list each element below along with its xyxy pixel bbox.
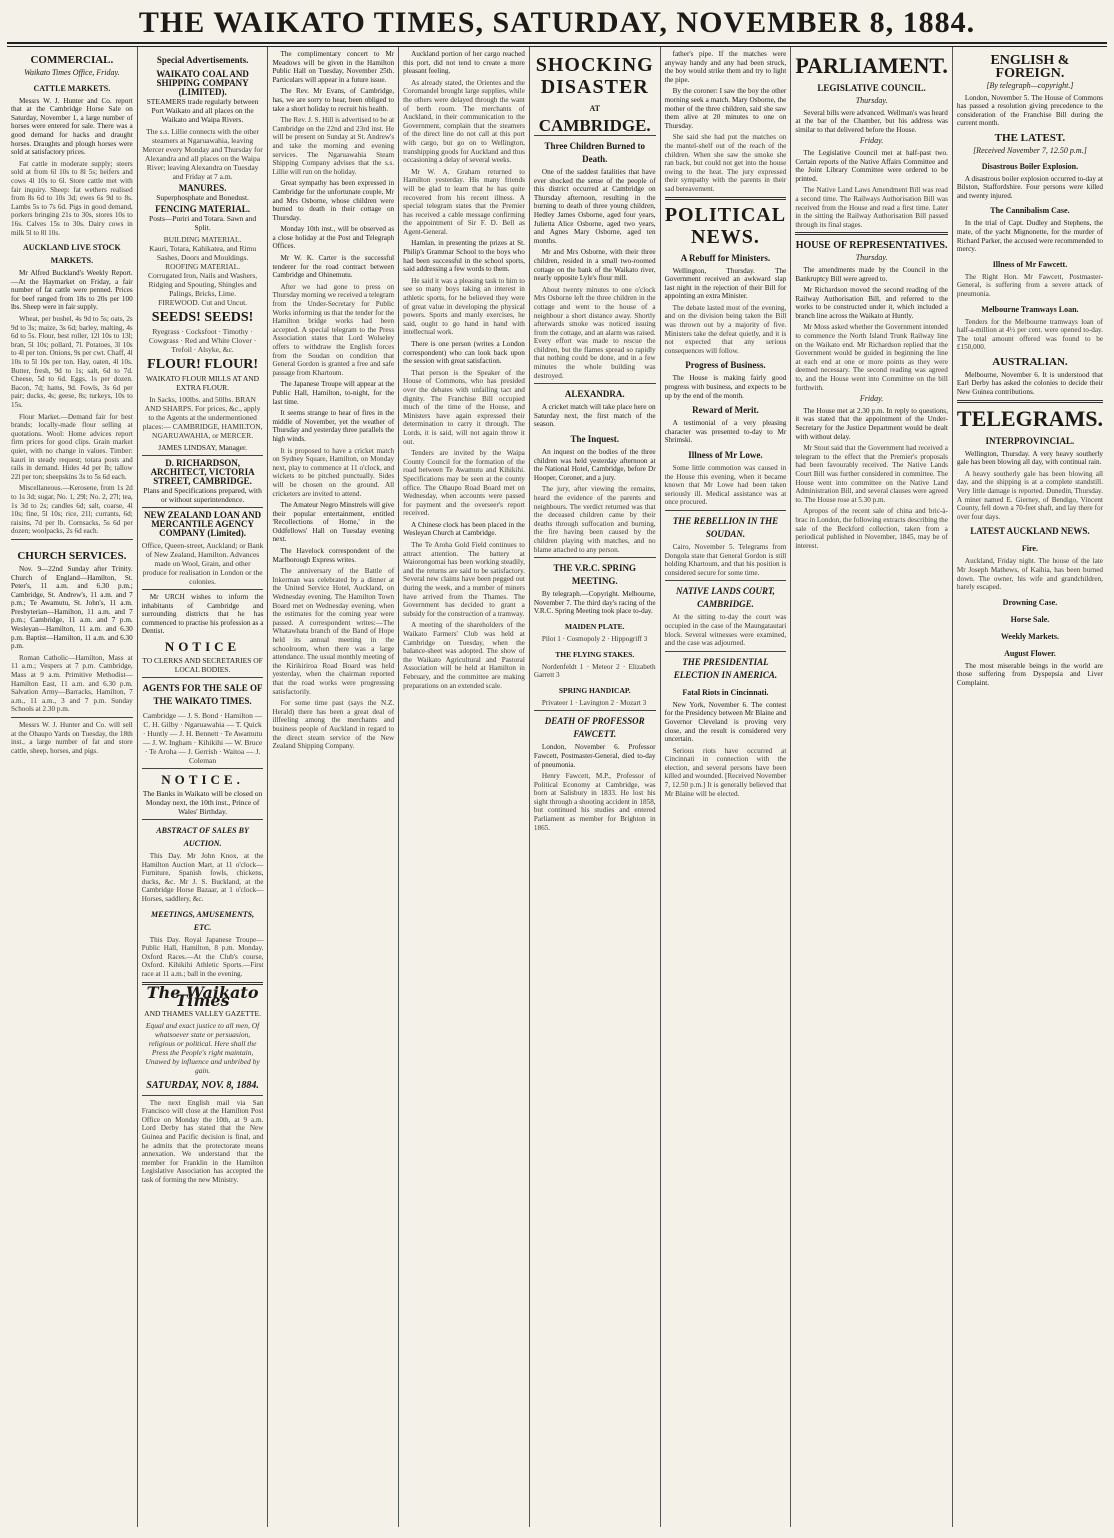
notice2-body: The Banks in Waikato will be closed on Monday next, the 10th inst., Prince of Wales' Birthday. — [142, 788, 263, 816]
ad-nz-loan — [142, 511, 264, 538]
hr-body-3: The House met at 2.30 p.m. In reply to questions, it was stated that the appointment of the Under-Secretary for the Justice Department would be dealt with without delay. — [795, 406, 948, 441]
ad-manures — [142, 184, 264, 202]
disaster-at: AT — [589, 104, 600, 113]
august-flower-heading: August Flower. — [1004, 648, 1056, 658]
race-1-heading: MAIDEN PLATE. — [565, 621, 625, 631]
disaster-subhead: Three Children Burned to Death. — [544, 141, 645, 164]
church-services-heading: CHURCH SERVICES. — [17, 549, 127, 562]
local-news-filler-3: It is proposed to have a cricket match on Sydney Square, Hamilton, on Monday next, play to commence at 11 o'clock, and wickets to be pitched punctually. Sides will be chosen on the ground. All cricketers are invited to attend. — [272, 446, 395, 498]
election-heading: THE PRESIDENTIAL ELECTION IN AMERICA. — [673, 656, 778, 680]
agent-line: JAMES LINDSAY, Manager. — [158, 443, 247, 452]
hr-day-1: Thursday. — [855, 253, 888, 263]
disaster-filler-1: About twenty minutes to one o'clock Mrs Osborne left the three children in the cottage and went to the house of a neighbour a short distance away. Shortly afterwards smoke was noticed issuing from the cottage, and an alarm was raised. Every effort was made to rescue the children, but the flames spread so rapidly that nothing could be done, and in a few minutes the whole building was destroyed. — [533, 285, 656, 380]
parliament-heading: PARLIAMENT. — [795, 53, 948, 78]
seeds-heading: SEEDS! SEEDS! — [151, 310, 254, 325]
ad-coal-title: WAIKATO COAL AND SHIPPING COMPANY (LIMITED). — [156, 69, 249, 97]
col4-body-4: A Chinese clock has been placed in the Wesleyan Church at Cambridge. — [403, 520, 525, 538]
cannibalism-body: In the trial of Capt. Dudley and Stephens, the mate, of the yacht Mignonette, for the murder of Richard Parker, the accused were recommended to mercy. — [956, 219, 1103, 254]
alexandra-heading: ALEXANDRA. — [564, 389, 625, 400]
race-3-heading: SPRING HANDICAP. — [558, 685, 631, 695]
inquest-cont-filler: She said she had put the matches on the mantel-shelf out of the reach of the children. When she saw the smoke she ran back, but could not get into the house owing to the heat. The jury expressed their sympathy with the parents in their sad bereavement. — [664, 133, 787, 193]
hr-filler-1: Mr Moss asked whether the Government intended to commence the North Island Trunk Railway line on the Waikato end. Mr Richardson replied that the Government would be guided in beginning the line at each end at one or more points as they were deemed necessary. The second reading was agreed to, and the House went into Committee on the bill forthwith. — [795, 323, 948, 392]
illness-filler: Some little commotion was caused in the House this evening, when it became known that Mr Lowe had been taken seriously ill. Medical assistance was at once procured. — [664, 464, 787, 507]
ad-architect-body: Plans and Specifications prepared, with or without superintendence. — [143, 486, 262, 504]
col4-body-2: Hamlan, in presenting the prizes at St. Philip's Grammar School to the boys who had been successful in the school sports, said addressing a few words to them. — [403, 239, 525, 274]
column-local-news-1 — [268, 47, 399, 1527]
col4-filler-3: He said it was a pleasing task to him to see so many boys taking an interest in athletic sports, for he believed they were of great value in developing the physical powers. Sports and manly exercises, he said, ought to go hand in hand with intellectual work. — [403, 276, 525, 337]
tramways-filler: Tenders for the Melbourne tramways loan of half-a-million at 4½ per cent. were opened to-day. The total amount offered was found to be £150,000. — [956, 317, 1103, 352]
legislative-council-heading: LEGISLATIVE COUNCIL. — [817, 83, 926, 93]
col4-body-1: Auckland portion of her cargo reached this port, did not tend to create a more pleasant feeling. — [403, 50, 525, 76]
vrc-body: By telegraph.—Copyright. Melbourne, November 7. The third day's racing of the V.R.C. Spring Meeting took place to-day. — [533, 590, 656, 616]
ad-fencing — [142, 205, 264, 232]
column-parliament — [791, 47, 953, 1527]
interprovincial-filler: A heavy southerly gale has been blowing all day, and the shipping is at a complete standstill. Very little damage is reported. Dunedin, Thursday. A miner named E. Gierney, of Bendigo, Vincent County, fell down a 70-feet shaft, and lay there for over four days. — [956, 469, 1103, 521]
political-news-heading: POLITICAL NEWS. — [664, 203, 787, 248]
race-1-result: Pilot 1 · Cosmopoly 2 · Hippogriff 3 — [541, 634, 648, 643]
alexandra-body: A cricket match will take place here on Saturday next, the first match of the season. — [533, 403, 656, 429]
agents-filler: Cambridge — J. S. Bond · Hamilton — C. H. Gilby · Ngaruawahia — T. Quick · Huntly — J. H. Bennett · Te Awamutu — J. W. Ingham · Kihikihi — W. Bruce · Te Aroha — J. Gerrish · Waitoa — J. Coleman — [142, 710, 263, 765]
local-news-filler-2: After we had gone to press on Thursday morning we received a telegram from the Under-Secretary for Public Works informing us that the tender for the Hamilton bridge works had been accepted. A special telegram to the Press Association states that Lord Wolseley offers to withdraw the English forces from the Soudan on condition that General Gordon is granted a free and safe passage from Khartoum. — [272, 282, 395, 377]
masthead: THE WAIKATO TIMES, SATURDAY, NOVEMBER 8, 1884. — [7, 4, 1107, 44]
editorial-filler: The next English mail via San Francisco will close at the Hamilton Post Office on Monday the 10th, at 9 a.m. Lord Derby has stated that the New Guinea and Pacific decision is final, and he admits that the protectorate means annexation. We understand that the member for Franklin in the Hamilton Legislative Association has accepted the task of forming the new Ministry. — [141, 1098, 264, 1185]
disaster-body-1: One of the saddest fatalities that have ever shocked the sense of the people of this district occurred at Cambridge on Thursday afternoon, resulting in the burning to death of three young children, Hedley James Osborne, aged four years, Julietta Alice Osborne, aged two years, and Agnes Mary Osborne, aged ten months. — [533, 168, 656, 245]
col4-filler-6: The Te Aroha Gold Field continues to attract attention. The battery at Waiorongomai has been working steadily, and the returns are said to be satisfactory. Several new claims have been pegged out during the week, and a number of miners have arrived from the Thames. The Government has decided to grant a subsidy for the construction of a tramway. — [403, 541, 525, 618]
ad-manures-body: Superphosphate and Bonedust. — [156, 193, 249, 202]
cattle-markets-heading: CATTLE MARKETS. — [33, 83, 111, 93]
column-telegrams — [953, 47, 1107, 1527]
notice-heading: NOTICE — [164, 638, 241, 654]
local-news-1: The complimentary concert to Mr Meadows will be given in the Hamilton Public Hall on Tuesday, November 25th. Particulars will appear in a future issue. — [272, 50, 395, 84]
australian-heading: AUSTRALIAN. — [992, 355, 1068, 368]
ad-coal-filler: The s.s. Lillie connects with the other steamers at Ngaruawahia, leaving Mercer every Monday and Thursday for Alexandra and all places on the Waipa River; leaving Alexandra on Tuesday and Friday at 7 a.m. — [142, 127, 263, 181]
local-news-6: The Japanese Troupe will appear at the Public Hall, Hamilton, to-night, for the last time. — [272, 380, 395, 406]
lc-body-2: The Legislative Council met at half-past two. Certain reports of the Native Affairs Committee and the Joint Library Committee were ordered to be printed. — [795, 148, 948, 183]
commercial-dateline: Waikato Times Office, Friday. — [24, 68, 120, 77]
ad-nz-loan-title: NEW ZEALAND LOAN AND MERCANTILE AGENCY COMPANY (Limited). — [144, 510, 262, 538]
fawcett-illness-filler: The Right Hon. Mr Fawcett, Postmaster-General, is suffering from a severe attack of pneumonia. — [956, 272, 1103, 298]
reward-heading: Reward of Merit. — [692, 405, 759, 416]
election-body: New York, November 6. The contest for the Presidency between Mr Blaine and Governor Cleveland is proving very close, and the result is considered very uncertain. — [664, 700, 787, 744]
inquest-body: An inquest on the bodies of the three children was held yesterday afternoon at the National Hotel, Cambridge, before Dr Hooper, Coroner, and a jury. — [533, 448, 656, 482]
col4-filler-4: That person is the Speaker of the House of Commons, who has presided over the debates with unfailing tact and dignity. The Franchise Bill occupied much of the time of the House, and Ministers have again expressed their determination to carry it through. The Lords, it is said, will not again throw it out. — [403, 368, 525, 446]
drowning-heading: Drowning Case. — [1002, 597, 1058, 607]
church-services-body: Nov. 9—22nd Sunday after Trinity. Church of England—Hamilton, St. Peter's, 11 a.m. and 6.30 p.m.; Cambridge, St. Andrew's, 11 a.m. and 7 p.m.; Te Awamutu, St. John's, 11 a.m. Presbyterian—Hamilton, 11 a.m. and 7 p.m.; Cambridge, 11 a.m. and 7 p.m. Wesleyan—Hamilton, 11 a.m. and 6.30 p.m. Baptist—Hamilton, 11 a.m. and 6.30 p.m. — [11, 564, 133, 651]
native-lands-filler: At the sitting to-day the court was occupied in the case of the Maungatautari block. Several witnesses were examined, and the case was adjourned. — [664, 613, 787, 648]
col4-filler-2: Mr W. A. Graham returned to Hamilton yesterday. His many friends will be glad to learn that he has quite recovered from his recent illness. A special telegram states that the Premier has received a cable message confirming the appointment of Sir F. D. Bell as Agent-General. — [403, 167, 525, 236]
weekly-markets-heading: Weekly Markets. — [1000, 631, 1060, 641]
house-reps-heading: HOUSE OF REPRESENTATIVES. — [795, 240, 948, 252]
inquest-filler: The jury, after viewing the remains, heard the evidence of the parents and neighbours. The verdict returned was that the deceased children came by their deaths through suffocation and burning, the fire having been caused by the children playing with matches, and no blame attached to any person. — [533, 485, 656, 554]
ad-building-filler: BUILDING MATERIAL. Kauri, Totara, Kahikatea, and Rimu Sashes, Doors and Mouldings. ROOFING MATERIAL. Corrugated Iron, Nails and Washers, Ridging and Spouting, Shingles and Palings, Bricks, Lime. FIREWOOD. Cut and Uncut. — [147, 235, 258, 307]
local-news-2: The Rev. Mr Evans, of Cambridge, has, we are sorry to hear, been obliged to take a short holiday to recruit his health. — [272, 87, 395, 113]
hr-body-2: Mr Richardson moved the second reading of the Railway Authorisation Bill, and referred to the works to be constructed under it, which included a branch line across the Waikato at Huntly. — [795, 286, 948, 320]
abstract-heading: ABSTRACT OF SALES BY AUCTION. — [156, 825, 249, 848]
soudan-heading: THE REBELLION IN THE SOUDAN. — [672, 515, 779, 539]
commercial-filler-2: Wheat, per bushel, 4s 9d to 5s; oats, 2s 9d to 3s; maize, 3s 6d; barley, malting, 4s 6d to 5s. Flour, best roller, 12l 10s to 13l; bran, 5l 10s; pollard, 7l. Potatoes, 3l 10s to 4l per ton. Onions, 9s per cwt. Chaff, 4l 10s to 5l 10s per ton. Hay, oaten, 4l 10s. Butter, fresh, 9d to 1s; salt, 6d to 7d. Cheese, 5d to 6d. Eggs, 1s per dozen. Bacon, 7d; hams, 9d. Fowls, 3s 6d per pair; ducks, 4s; geese, 8s; turkeys, 10s to 15s. — [11, 315, 133, 409]
col4-filler-1: As already stated, the Orientes and the Coromandel brought large supplies, while the others were delayed through the want of berth room. The merchants of Auckland, in their communication to the Government, complain that the steamers of the direct line do not call at this port with cargo, but go on to Wellington, transhipping goods for Auckland and thus occasioning a delay of several weeks. — [403, 78, 525, 165]
race-2-result: Nordenfeldt 1 · Meteor 2 · Elizabeth Garrett 3 — [533, 662, 656, 680]
soudan-filler: Cairo, November 5. Telegrams from Dongola state that General Gordon is still holding Khartoum, and that his position is considered secure for some time. — [664, 542, 787, 577]
copyright-tag: [By telegraph—copyright.] — [986, 81, 1074, 90]
column-advertisements — [138, 47, 269, 1527]
fawcett-body: London, November 6. Professor Fawcett, Postmaster-General, died to-day of pneumonia. — [533, 743, 656, 769]
commercial-heading: COMMERCIAL. — [30, 54, 114, 66]
boiler-heading: Disastrous Boiler Explosion. — [981, 161, 1079, 171]
interprovincial-body: Wellington, Thursday. A very heavy southerly gale has been blowing all day, with continual rain. — [956, 449, 1103, 467]
interprovincial-heading: INTERPROVINCIAL. — [985, 435, 1075, 446]
lc-day-2: Friday. — [859, 136, 884, 146]
fire-filler: Auckland, Friday night. The house of the late Mr Joseph Mathews, of Kaihia, has been burned down. The owner, his wife and grandchildren, barely escaped. — [956, 557, 1103, 592]
commercial-filler-4: Miscellaneous.—Kerosene, from 1s 2d to 1s 3d; sugar, No. 1, 29l; No. 2, 27l; tea, 1s 3d to 2s; candles 6d; salt, coarse, 4l 10s; fine, 5l 10s; rice, 21l; currants, 6d; raisins, 7d per lb. Cornsacks, 5s 6d per dozen; woolpacks, 2s 6d each. — [11, 484, 133, 536]
disaster-heading: SHOCKING DISASTER — [535, 54, 654, 98]
local-news-filler-5: For some time past (says the N.Z. Herald) there has been a great deal of illfeeling among the merchants and business people of Auckland in regard to the direct steam service of the New Zealand Shipping Company. — [272, 699, 395, 751]
disaster-place: CAMBRIDGE. — [538, 116, 651, 135]
seeds-filler: Ryegrass · Cocksfoot · Timothy · Cowgrass · Red and White Clover · Trefoil · Alsyke, &c. — [148, 327, 257, 354]
native-lands-heading: NATIVE LANDS COURT, CAMBRIDGE. — [675, 586, 775, 610]
local-news-5: Mr W. K. Carter is the successful tenderer for the road contract between Cambridge and Ohinemutu. — [272, 254, 395, 280]
flour-filler: In Sacks, 100lbs. and 50lbs. BRAN AND SHARPS. For prices, &c., apply to the Agents at the undermentioned places:— CAMBRIDGE, HAMILTON, NGARUAWAHIA, or MERCER. — [142, 395, 263, 440]
paper-date: SATURDAY, NOV. 8, 1884. — [146, 1079, 259, 1091]
election-filler: Serious riots have occurred at Cincinnati in connection with the election, and several persons have been killed and wounded. [Received November 7, 12.50 p.m.] It is generally believed that Mr Blaine will be elected. — [664, 746, 787, 798]
inquest-heading: The Inquest. — [570, 434, 619, 445]
ad-nz-loan-filler: Office, Queen-street, Auckland; or Bank of New Zealand, Hamilton. Advances made on Wool, Grain, and other produce for realisation in London or the colonies. — [141, 541, 264, 586]
lc-body-1: Several bills were advanced. Wellman's was heard at the bar of the Chamber, but his address was similar to that delivered before the House. — [795, 108, 948, 134]
auckland-news-heading: LATEST AUCKLAND NEWS. — [970, 526, 1090, 537]
commercial-filler-3: Flour Market.—Demand fair for best brands; locally-made flour selling at quotations. Wool: Home advices report firm prices for good clips. Grain market quiet, with no change in values. Timber: kauri in steady request; totara posts and rails in demand. Hides 4d per lb; tallow 22l per ton; sheepskins 3s to 5s 6d each. — [11, 412, 133, 481]
hr-day-2: Friday. — [859, 394, 884, 404]
australian-body: Melbourne, November 6. It is understood that Earl Derby has asked the colonies to decide their New Guinea contributions. — [956, 370, 1103, 397]
fire-heading: Fire. — [1021, 544, 1038, 554]
local-news-7: It seems strange to hear of fires in the middle of November, yet the weather of Thursday and yesterday three parallels the high winds. — [272, 409, 395, 443]
flour-heading: FLOUR! FLOUR! — [147, 357, 258, 372]
race-2-heading: THE FLYING STAKES. — [555, 649, 635, 659]
tramways-heading: Melbourne Tramways Loan. — [981, 304, 1079, 314]
hr-filler-3: Apropos of the recent sale of china and bric-à-brac in London, the following extracts describing the sale of the Beckford collection, taken from a periodical published in November, 1845, may be of interest. — [795, 507, 948, 550]
hr-filler-2: Mr Stout said that the Government had received a telegram to the effect that the Premier's proposals had been favourably received. The Native Lands Court Bill was further considered in committee. The House went into committee on the Native Land Administration Bill, and several clauses were agreed to. The House rose at 5.30 p.m. — [795, 444, 948, 504]
column-commercial — [7, 47, 138, 1527]
special-ads-heading: Special Advertisements. — [156, 55, 249, 65]
ad-manures-title: MANURES. — [178, 183, 227, 193]
riots-heading: Fatal Riots in Cincinnati. — [682, 687, 769, 697]
disaster-body-2: Mr and Mrs Osborne, with their three children, resided in a small two-roomed cottage on the bank of the Waikato river, nearly opposite Lyle's flour mill. — [533, 248, 656, 283]
col4-filler-5: Tenders are invited by the Waipa County Council for the formation of the road between Te Awamutu and Kihikihi. Specifications may be seen at the county office. The Ohaupo Road Board met on Wednesday, when accounts were passed for payment and the overseer's report received. — [403, 449, 525, 518]
auckland-livestock-heading: AUCKLAND LIVE STOCK MARKETS. — [23, 243, 121, 266]
local-news-4: Monday 10th inst., will be observed as a close holiday at the Post and Telegraph Offices. — [272, 225, 395, 251]
rebuff-body: Wellington, Thursday. The Government received an awkward slap last night in the rejection of their Bill for appointing an extra Minister. — [664, 266, 787, 301]
fawcett-heading: DEATH OF PROFESSOR FAWCETT. — [544, 716, 645, 740]
lc-filler: The Native Land Laws Amendment Bill was read a second time. The Railways Authorisation Bill was received from the House and read a first time. Later in the sitting the Railway Authorisation Bill passed through its final stages. — [795, 186, 948, 229]
commercial-body-2: Mr Alfred Buckland's Weekly Report.—At the Haymarket on Friday, a fair number of fat cattle were penned. Prices for beef ranged from 18s to 20s per 100 lbs. Sheep were in fair supply. — [11, 269, 133, 312]
telegrams-heading: TELEGRAMS. — [956, 405, 1103, 431]
church-services-filler: Roman Catholic—Hamilton, Mass at 11 a.m.; Vespers at 7 p.m. Cambridge, Mass at 9 a.m. Primitive Methodist—Hamilton East, 11 a.m. and 6.30 p.m. Salvation Army—Barracks, Hamilton, 7 a.m., 11 a.m., 3 and 7 p.m. Sunday Schools at 2.30 p.m. — [11, 653, 133, 714]
local-news-3: Great sympathy has been expressed in Cambridge for the unfortunate couple, Mr and Mrs Osborne, whose children were burned to death in their cottage on Thursday. — [272, 179, 395, 222]
local-news-9: The Havelock correspondent of the Marlborough Express writes. — [272, 547, 395, 564]
fawcett-filler: Henry Fawcett, M.P., Professor of Political Economy at Cambridge, was born at Salisbury in 1833. He lost his sight through a shooting accident in 1858, but continued his studies and entered Parliament as member for Brighton in 1865. — [533, 772, 656, 832]
col4-body-3: There is one person (writes a London correspondent) who can look back upon the session with great satisfaction. — [403, 340, 525, 366]
foreign-body-1: London, November 5. The House of Commons has passed a resolution giving precedence to the consideration of the Franchise Bill during the current month. — [956, 93, 1103, 128]
illness-heading: Illness of Mr Lowe. — [688, 450, 763, 460]
ad-fencing-title: FENCING MATERIAL. — [155, 204, 250, 214]
fawcett-illness-heading: Illness of Mr Fawcett. — [992, 259, 1068, 269]
notice-body: TO CLERKS AND SECRETARIES OF LOCAL BODIES. — [142, 655, 263, 674]
vrc-heading: THE V.R.C. SPRING MEETING. — [553, 563, 636, 587]
meetings-heading: MEETINGS, AMUSEMENTS, ETC. — [151, 909, 255, 932]
commercial-filler-1: Fat cattle in moderate supply; steers sold at from 6l 10s to 8l 5s; heifers and cows 4l 10s to 6l. Store cattle met with fair inquiry. Sheep: fat wethers realised from 8s 6d to 10s 3d; ewes 6s 9d to 8s. Lambs 5s to 7s 6d. Pigs in good demand, porkers bringing 21s to 30s, stores 10s to 16s. Calves 15s to 30s. Dairy cows in milk 5l to 8l 10s. — [11, 159, 133, 237]
abstract-filler: This Day. Mr John Knox, at the Hamilton Auction Mart, at 11 o'clock—Furniture, Spanish fowls, chickens, ducks, &c. Mr J. S. Buckland, at the Cambridge Horse Bazaar, at 1 o'clock—Horses, saddlery, &c. — [141, 851, 264, 903]
ad-coal-body: STEAMERS trade regularly between Port Waikato and all places on the Waikato and Waipa Rivers. — [146, 97, 259, 124]
commercial-body-1: Messrs W. J. Hunter and Co. report that at the Cambridge Horse Sale on Saturday, November 1, a large number of horses were entered for sale. There was a good demand for hacks and draught horses. Draughts and plough horses were sold at satisfactory prices. — [11, 96, 133, 157]
ad-architect — [142, 459, 264, 504]
column-political — [661, 47, 792, 1527]
col4-filler-7: A meeting of the shareholders of the Waikato Farmers' Club was held at Cambridge on Tuesday, when the balance-sheet was adopted. The show of the Waikato Agricultural and Pastoral Association will be held at Hamilton in February, and the committee are making preparations on an extended scale. — [403, 621, 525, 690]
ad-dentist: Mr URCH wishes to inform the inhabitants of Cambridge and surrounding districts that he has commenced to practise his profession as a Dentist. — [141, 593, 264, 636]
august-flower-body: The most miserable beings in the world are those suffering from Dyspepsia and Liver Complaint. — [956, 661, 1103, 687]
race-3-result: Privateer 1 · Lavington 2 · Mozart 3 — [541, 698, 647, 707]
column-disaster — [530, 47, 661, 1527]
latest-heading: THE LATEST. — [994, 131, 1066, 144]
agents-heading: AGENTS FOR THE SALE OF THE WAIKATO TIMES. — [142, 682, 263, 706]
horse-sale-heading: Horse Sale. — [1010, 614, 1050, 624]
paper-title: The Waikato Times — [146, 982, 259, 1011]
inquest-cont-2: By the coroner: I saw the boy the other morning seek a match. Mary Osborne, the mother of the three children, said she saw them alive at 20 minutes to one on Thursday. — [664, 87, 787, 130]
ad-architect-title: D. RICHARDSON, ARCHITECT, VICTORIA STREET, CAMBRIDGE. — [150, 458, 255, 486]
latest-received: [Received November 7, 12.50 p.m.] — [973, 145, 1087, 155]
reward-body: A testimonial of a very pleasing character was presented to-day to Mr Shrimski. — [664, 419, 787, 445]
inquest-cont-1: father's pipe. If the matches were anyway handy and any had been struck, the boy would strike them and try to light the pipe. — [664, 50, 787, 84]
cannibalism-heading: The Cannibalism Case. — [990, 206, 1070, 216]
local-news-8: The Amateur Negro Minstrels will give their popular entertainment, entitled 'Recollections of Home,' in the Oddfellows' Hall on Tuesday evening next. — [272, 501, 395, 544]
rebuff-heading: A Rebuff for Ministers. — [680, 252, 771, 263]
progress-heading: Progress of Business. — [685, 360, 766, 371]
local-news-filler-4: The anniversary of the Battle of Inkerman was celebrated by a dinner at the United Service Hotel, Auckland, on Wednesday evening. The Hamilton Town Board met on Wednesday evening, when the estimates for the coming year were passed. A correspondent writes:—The Whatawhata branch of the Band of Hope held its annual meeting in the schoolroom, when there was a large attendance. The usual monthly meeting of the Kirikiriroa Road Board was held yesterday, when the chairman reported that the road works were progressing satisfactorily. — [272, 567, 395, 696]
english-foreign-heading: ENGLISH & FOREIGN. — [990, 53, 1070, 81]
hr-body-1: The amendments made by the Council in the Bankruptcy Bill were agreed to. — [795, 265, 948, 283]
paper-motto: Equal and exact justice to all men, Of whatsoever state or persuasion, religious or political. Here shall the Press the People's right maintain, Unawed by influence and unbribed by gain. — [145, 1020, 260, 1075]
paper-subtitle: AND THAMES VALLEY GAZETTE. — [144, 1008, 261, 1018]
lc-day-1: Thursday. — [855, 96, 888, 105]
progress-body: The House is making fairly good progress with business, and expects to be up by the end of the month. — [664, 374, 787, 400]
newspaper-page — [7, 4, 1107, 1530]
ad-fencing-body: Posts—Puriri and Totara. Sawn and Split. — [149, 214, 257, 232]
boiler-body: A disastrous boiler explosion occurred to-day at Bilston, Staffordshire. Four persons were killed and twenty injured. — [956, 174, 1103, 200]
rebuff-filler: The debate lasted most of the evening, and on the division being taken the Bill was thrown out by a majority of five. Ministers take the defeat quietly, and it is not expected that any serious consequences will follow. — [664, 303, 787, 355]
columns — [7, 46, 1107, 1527]
flour-body: WAIKATO FLOUR MILLS AT AND EXTRA FLOUR. — [146, 374, 260, 392]
ad-coal-shipping — [142, 70, 264, 124]
hunter-notice: Messrs W. J. Hunter and Co. will sell at the Ohaupo Yards on Tuesday, the 18th inst., a large number of fat and store cattle, sheep, horses, and pigs. — [11, 721, 133, 755]
local-news-filler-1: The Rev. J. S. Hill is advertised to be at Cambridge on the 22nd and 23rd inst. He will be present on Sunday at St. Andrew's and take the morning and evening services. The Ngaruawahia Steam Shipping Company advises that the s.s. Lillie will run on the holiday. — [272, 116, 395, 176]
notice2-heading: NOTICE. — [161, 771, 244, 787]
meetings-filler: This Day. Royal Japanese Troupe—Public Hall, Hamilton, 8 p.m. Monday. Oxford Races.—At the Club's course, Oxford. Kihikihi Athletic Sports.—First race at 11 a.m.; ball in the evening. — [141, 935, 264, 978]
column-local-news-2 — [399, 47, 530, 1527]
